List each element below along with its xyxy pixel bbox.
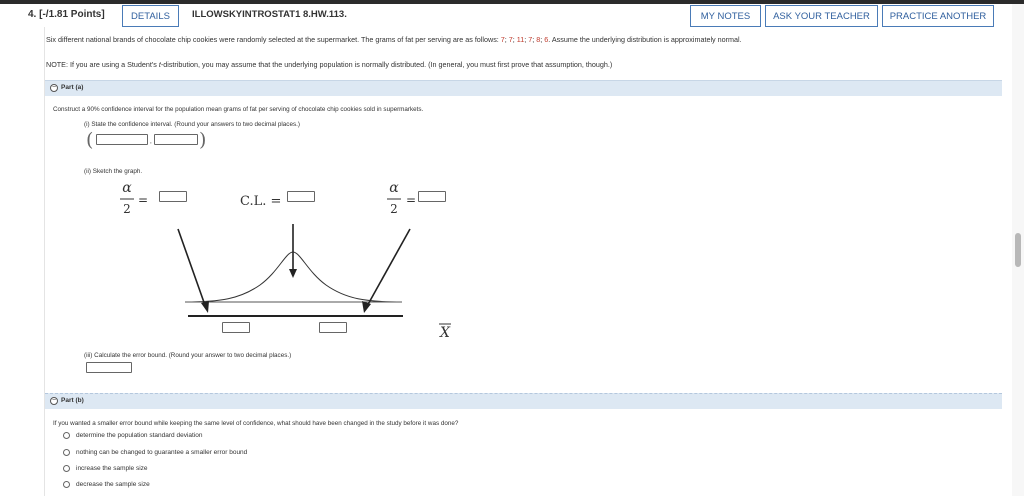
radio-button[interactable] [63,465,70,472]
upper-bound-input[interactable] [319,322,347,333]
part-b-header[interactable] [45,393,1002,409]
data-value: 7 [500,35,505,44]
part-a-iii-label: (iii) Calculate the error bound. (Round your answer to two decimal places.) [84,352,292,359]
option-label[interactable]: determine the population standard deviation [76,432,203,439]
xbar-label: X [440,325,450,341]
scrollbar-thumb[interactable] [1015,233,1021,267]
option-label[interactable]: increase the sample size [76,465,148,472]
equals-sign: = [406,193,417,207]
arrowhead-icon [289,269,297,278]
part-a-header[interactable] [45,80,1002,96]
data-value: 8 [536,35,541,44]
comma: , [150,138,152,145]
cl-label: C.L. = [240,194,282,209]
open-paren: ( [86,129,94,151]
lower-bound-input[interactable] [222,322,250,333]
part-a-label: Part (a) [61,84,84,91]
question-code: ILLOWSKYINTROSTAT1 8.HW.113. [192,9,347,20]
my-notes-button[interactable]: MY NOTES [690,5,761,27]
data-value: 11 [516,35,525,44]
problem-statement: Six different national brands of chocolate chip cookies were randomly selected at the supermarket. The grams of fat per serving are as follows: 7; 7; 11; 7; 8; 6. Assume the underlying distribution is approximately normal. [46,35,742,44]
two-denominator: 2 [123,202,131,216]
option-row[interactable] [63,432,202,439]
radio-button[interactable] [63,449,70,456]
radio-button[interactable] [63,481,70,488]
note-text: NOTE: If you are using a Student's t-distribution, you may assume that the underlying population is normally distributed. (In general, you must first prove that assumption, though.) [46,60,613,69]
error-bound-input[interactable] [86,362,132,373]
ci-upper-input[interactable] [154,134,198,145]
option-row[interactable] [63,465,148,472]
option-row[interactable] [63,449,247,456]
radio-button[interactable] [63,432,70,439]
practice-another-button[interactable]: PRACTICE ANOTHER [882,5,994,27]
alpha-right-input[interactable] [418,191,446,202]
alpha-symbol: α [122,180,132,196]
part-a-i-label: (i) State the confidence interval. (Round your answers to two decimal places.) [84,121,300,128]
alpha-left-input[interactable] [159,191,187,202]
collapse-icon[interactable]: − [51,84,57,91]
question-number: 4. [-/1.81 Points] [28,9,105,20]
details-button[interactable]: DETAILS [122,5,179,27]
part-b-label: Part (b) [61,397,84,404]
collapse-icon[interactable]: − [51,397,57,404]
arrowhead-icon [201,301,209,313]
right-tail-arrow [366,229,410,308]
ask-teacher-button[interactable]: ASK YOUR TEACHER [765,5,878,27]
two-denominator: 2 [390,202,398,216]
alpha-symbol: α [389,180,399,196]
left-tail-arrow [178,229,206,308]
option-row[interactable] [63,481,150,488]
equals-sign: = [138,193,149,207]
ci-lower-input[interactable] [96,134,148,145]
data-value: 7 [528,35,533,44]
part-b-question: If you wanted a smaller error bound while keeping the same level of confidence, what should have been changed in the study before it was done? [53,420,459,427]
option-label[interactable]: nothing can be changed to guarantee a smaller error bound [76,449,248,456]
close-paren: ) [199,129,207,151]
part-a-instruction: Construct a 90% confidence interval for the population mean grams of fat per serving of chocolate chip cookies sold in supermarkets. [53,106,424,113]
data-value: 6 [544,35,549,44]
option-label[interactable]: decrease the sample size [76,481,150,488]
cl-input[interactable] [287,191,315,202]
part-a-ii-label: (ii) Sketch the graph. [84,168,143,175]
data-value: 7 [508,35,513,44]
